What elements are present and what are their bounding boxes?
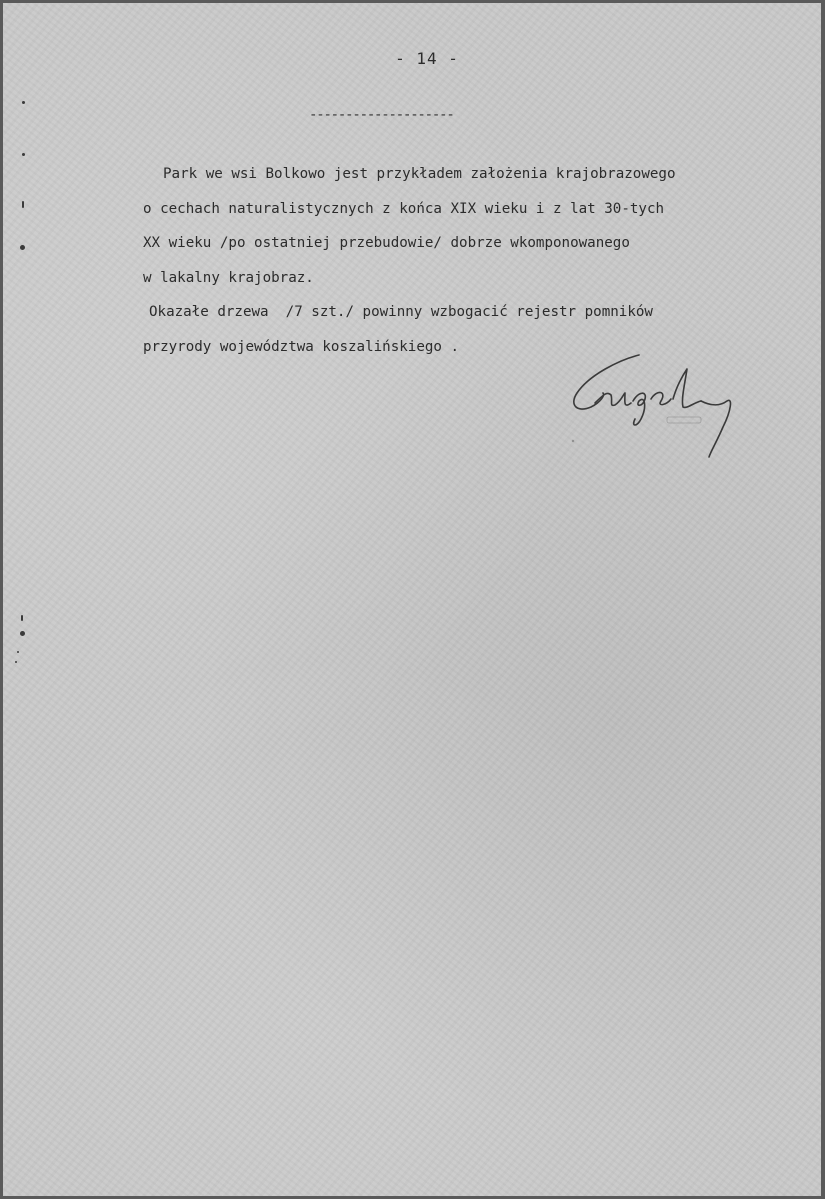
- margin-mark: [20, 245, 25, 250]
- margin-mark: [22, 101, 25, 104]
- separator-line: --------------------: [309, 107, 454, 123]
- text-line: o cechach naturalistycznych z końca XIX wieku i z lat 30-tych: [143, 200, 665, 217]
- handwritten-signature: [559, 345, 759, 465]
- margin-mark: [15, 661, 17, 663]
- margin-mark: [22, 153, 25, 156]
- margin-mark: [21, 615, 23, 621]
- margin-mark: [17, 651, 19, 653]
- margin-mark: [22, 201, 24, 208]
- text-line: przyrody województwa koszalińskiego .: [143, 338, 460, 355]
- text-line: w lakalny krajobraz.: [143, 269, 314, 286]
- text-line: Okazałe drzewa /7 szt./ powinny wzbogacić rejestr pomników: [149, 304, 653, 320]
- margin-mark: [20, 631, 25, 636]
- text-line: Park we wsi Bolkowo jest przykładem założenia krajobrazowego: [163, 166, 676, 182]
- page-number: - 14 -: [395, 49, 459, 68]
- text-line: XX wieku /po ostatniej przebudowie/ dobrze wkomponowanego: [143, 235, 630, 251]
- body-text: [143, 157, 783, 364]
